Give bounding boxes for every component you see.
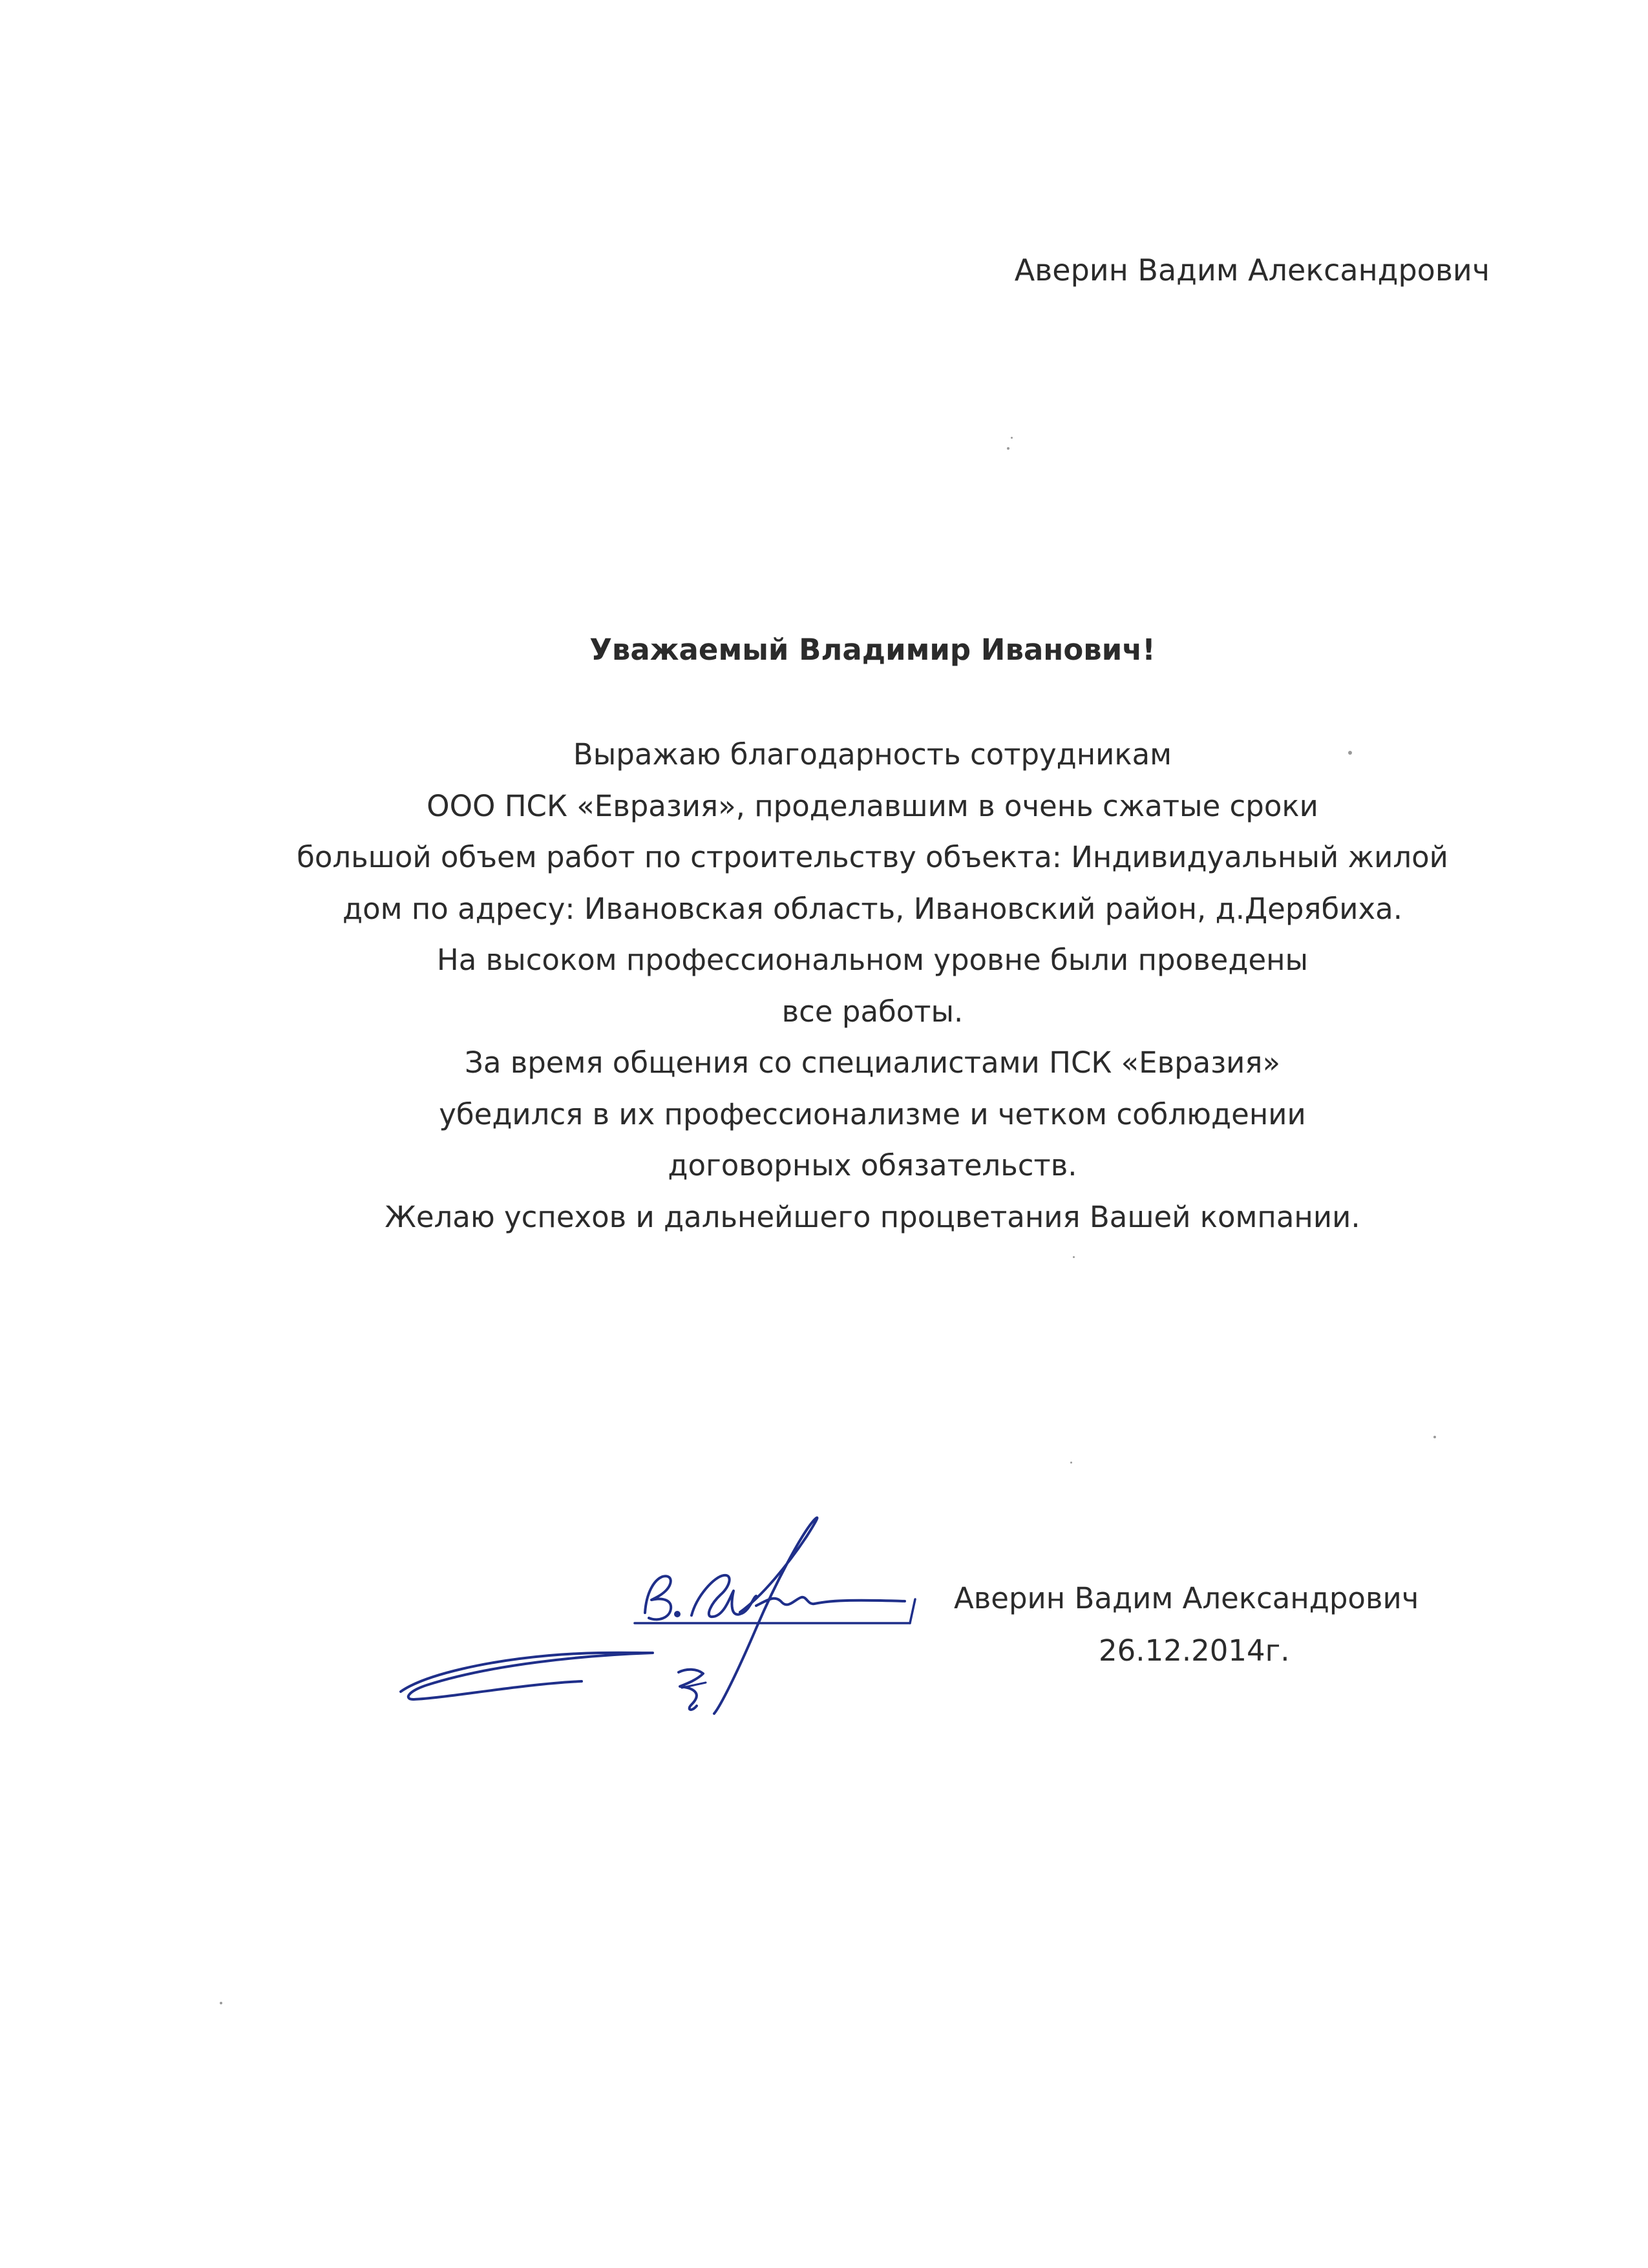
scan-speck <box>1073 1256 1075 1258</box>
body-line: ООО ПСК «Евразия», проделавшим в очень сжатые сроки <box>427 788 1318 823</box>
scan-speck <box>1348 751 1352 755</box>
scan-speck <box>1007 447 1009 450</box>
body-line: большой объем работ по строительству объекта: Индивидуальный жилой <box>297 840 1448 874</box>
body-line: Выражаю благодарность сотрудникам <box>573 737 1172 772</box>
signer-name: Аверин Вадим Александрович <box>954 1581 1419 1615</box>
scan-speck <box>1070 1462 1072 1464</box>
scan-speck <box>1433 1436 1436 1438</box>
salutation: Уважаемый Владимир Иванович! <box>589 633 1156 667</box>
body-line: все работы. <box>781 994 964 1029</box>
body-line: договорных обязательств. <box>668 1148 1077 1182</box>
letter-body <box>0 729 1648 1243</box>
scan-speck <box>1011 437 1013 439</box>
handwritten-signature <box>388 1480 937 1725</box>
body-line: Желаю успехов и дальнейшего процветания Вашей компании. <box>385 1199 1360 1234</box>
body-line: дом по адресу: Ивановская область, Ивановский район, д.Дерябиха. <box>342 891 1403 926</box>
body-line: За время общения со специалистами ПСК «Евразия» <box>464 1045 1281 1080</box>
sender-name-header: Аверин Вадим Александрович <box>1014 253 1490 288</box>
body-line: На высоком профессиональном уровне были проведены <box>436 943 1309 977</box>
scan-speck <box>220 2002 222 2004</box>
body-line: убедился в их профессионализме и четком соблюдении <box>439 1097 1306 1131</box>
signature-date: 26.12.2014г. <box>1099 1633 1290 1668</box>
